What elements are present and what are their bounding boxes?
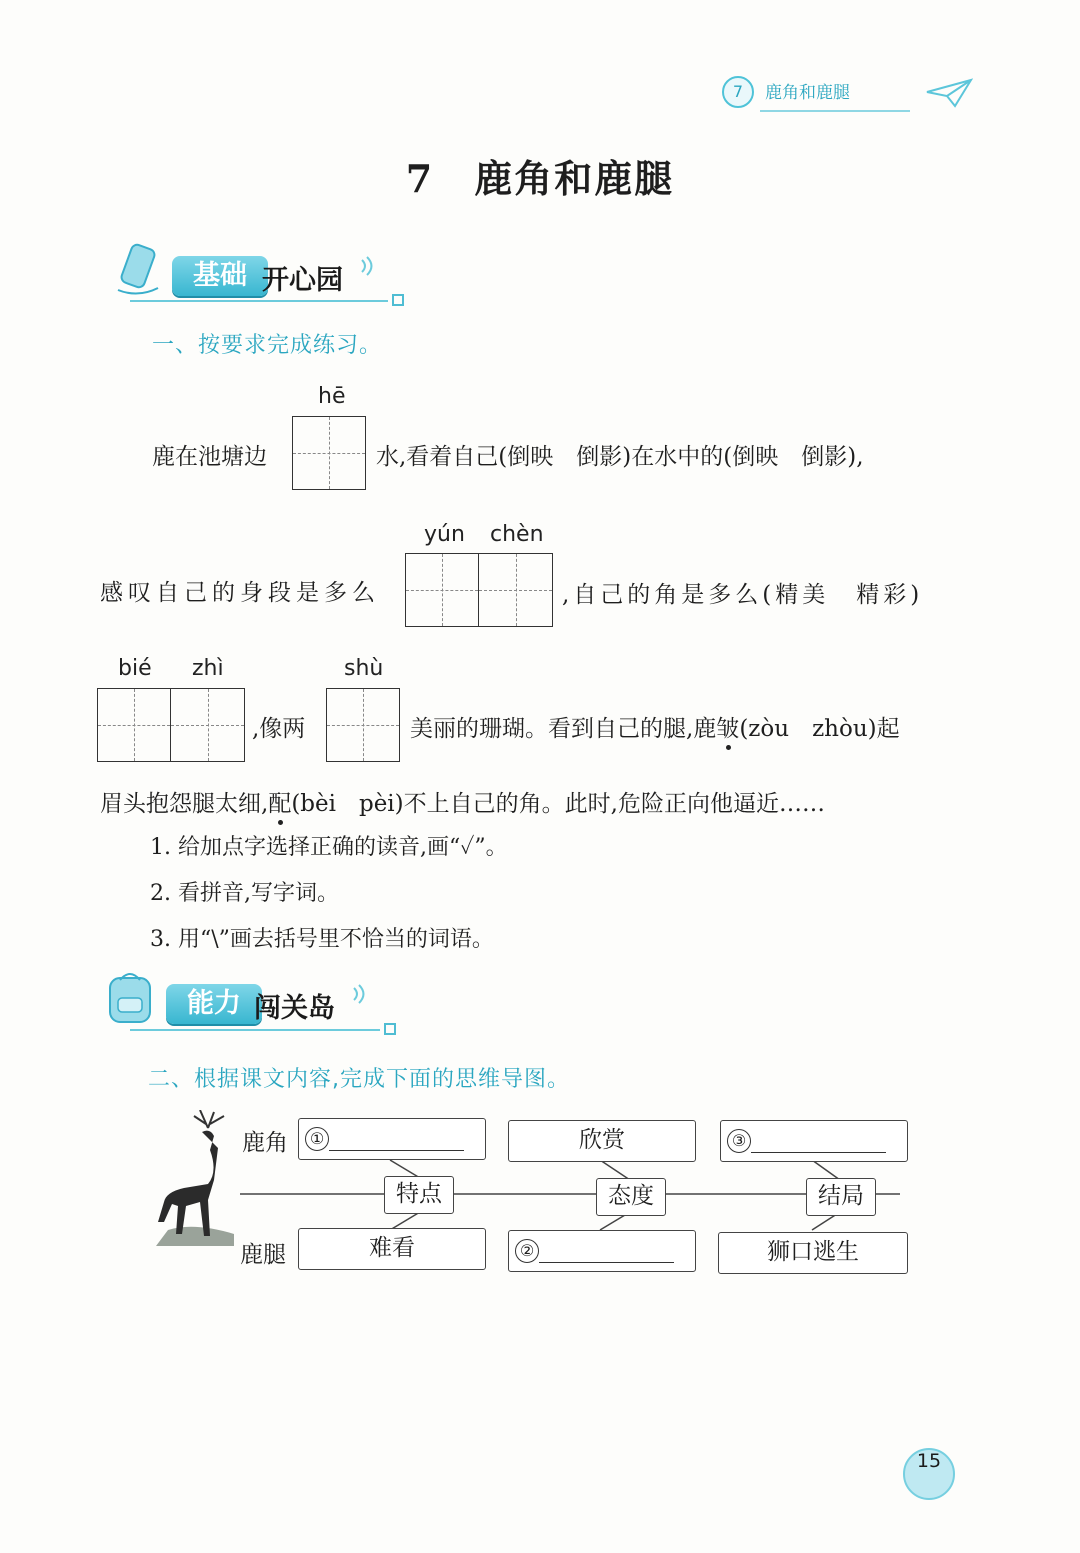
line4: [100, 785, 825, 818]
section1-question-head: 一、按要求完成练习。: [152, 333, 383, 358]
pinyin-zhi: zhì: [192, 656, 224, 681]
mindmap-bottom-escape: 狮口逃生: [718, 1232, 908, 1274]
line3-mid: ,像两: [252, 716, 306, 742]
section2-line-end: [384, 1023, 396, 1035]
line2-before: 感叹自己的身段是多么: [100, 580, 380, 606]
section2-question-head: 二、根据课文内容,完成下面的思维导图。: [148, 1067, 570, 1092]
mindmap-node-attitude: 态度: [596, 1178, 666, 1216]
answer-line[interactable]: [539, 1240, 674, 1263]
writing-grid-he[interactable]: [292, 416, 366, 490]
section2-name: 闯关岛: [254, 993, 335, 1024]
line4-before: 眉头抱怨腿太细,: [100, 791, 269, 817]
mindmap-top-blank-3[interactable]: [720, 1120, 908, 1162]
blank-number-3: ③: [727, 1129, 751, 1153]
header-lesson-title: 鹿角和鹿腿: [765, 83, 850, 103]
line2-after: ,自己的角是多么(精美 精彩): [562, 582, 924, 608]
lesson-number: 7: [405, 156, 435, 201]
mindmap-antler-label: 鹿角: [242, 1130, 288, 1156]
answer-line[interactable]: [329, 1128, 464, 1151]
mindmap-node-result: 结局: [806, 1178, 876, 1216]
mindmap-top-appreciate: 欣赏: [508, 1120, 696, 1162]
sound-wave-icon: [350, 984, 372, 1006]
pinyin-yun: yún: [424, 522, 465, 547]
blank-number-1: ①: [305, 1127, 329, 1151]
pinyin-he: hē: [318, 384, 346, 409]
line3-after: [410, 710, 900, 743]
line4-after[interactable]: (bèi pèi)不上自己的角。此时,危险正向他逼近……: [291, 791, 825, 817]
writing-grid-yunchen[interactable]: [405, 553, 553, 627]
mindmap-top-blank-1[interactable]: [298, 1118, 486, 1160]
lesson-name: 鹿角和鹿腿: [474, 156, 675, 201]
dotted-char-pei: 配: [268, 791, 292, 817]
header-lesson-number: 7: [722, 76, 754, 108]
pinyin-bie: bié: [118, 656, 152, 681]
deer-illustration: [148, 1110, 240, 1252]
task-1: 1. 给加点字选择正确的读音,画“✓”。: [150, 835, 508, 860]
pinyin-chen: chèn: [490, 522, 544, 547]
mindmap-node-feature: 特点: [384, 1176, 454, 1214]
pencil-icon: [112, 240, 164, 298]
section2-tag: 能力: [166, 984, 262, 1024]
page-number: 15: [903, 1448, 955, 1500]
answer-line[interactable]: [751, 1130, 886, 1153]
lesson-title: [0, 148, 1080, 203]
paper-plane-icon: [925, 78, 973, 108]
line3-text: 美丽的珊瑚。看到自己的腿,鹿: [410, 716, 717, 742]
mindmap-bottom-blank-2[interactable]: [508, 1230, 696, 1272]
mindmap-leg-label: 鹿腿: [240, 1242, 286, 1268]
section1-name: 开心园: [262, 265, 343, 296]
writing-grid-shu[interactable]: [326, 688, 400, 762]
backpack-icon: [100, 966, 162, 1028]
task-3: 3. 用“\”画去括号里不恰当的词语。: [150, 927, 494, 952]
blank-number-2: ②: [515, 1239, 539, 1263]
line3-pinyin-choice[interactable]: (zòu zhòu)起: [739, 716, 900, 742]
line1-before: 鹿在池塘边: [152, 444, 267, 470]
section2-underline: [130, 1029, 380, 1031]
dotted-char-zhou: 皱: [716, 716, 740, 742]
pinyin-shu: shù: [344, 656, 384, 681]
header-underline: [760, 110, 910, 112]
section1-line-end: [392, 294, 404, 306]
line1-after: 水,看着自己(倒映 倒影)在水中的(倒映 倒影),: [376, 444, 864, 470]
task-2: 2. 看拼音,写字词。: [150, 881, 339, 906]
section1-tag: 基础: [172, 256, 268, 296]
sound-wave-icon: [358, 256, 380, 278]
mindmap-bottom-ugly: 难看: [298, 1228, 486, 1270]
writing-grid-biezhi[interactable]: [97, 688, 245, 762]
section1-underline: [130, 300, 388, 302]
